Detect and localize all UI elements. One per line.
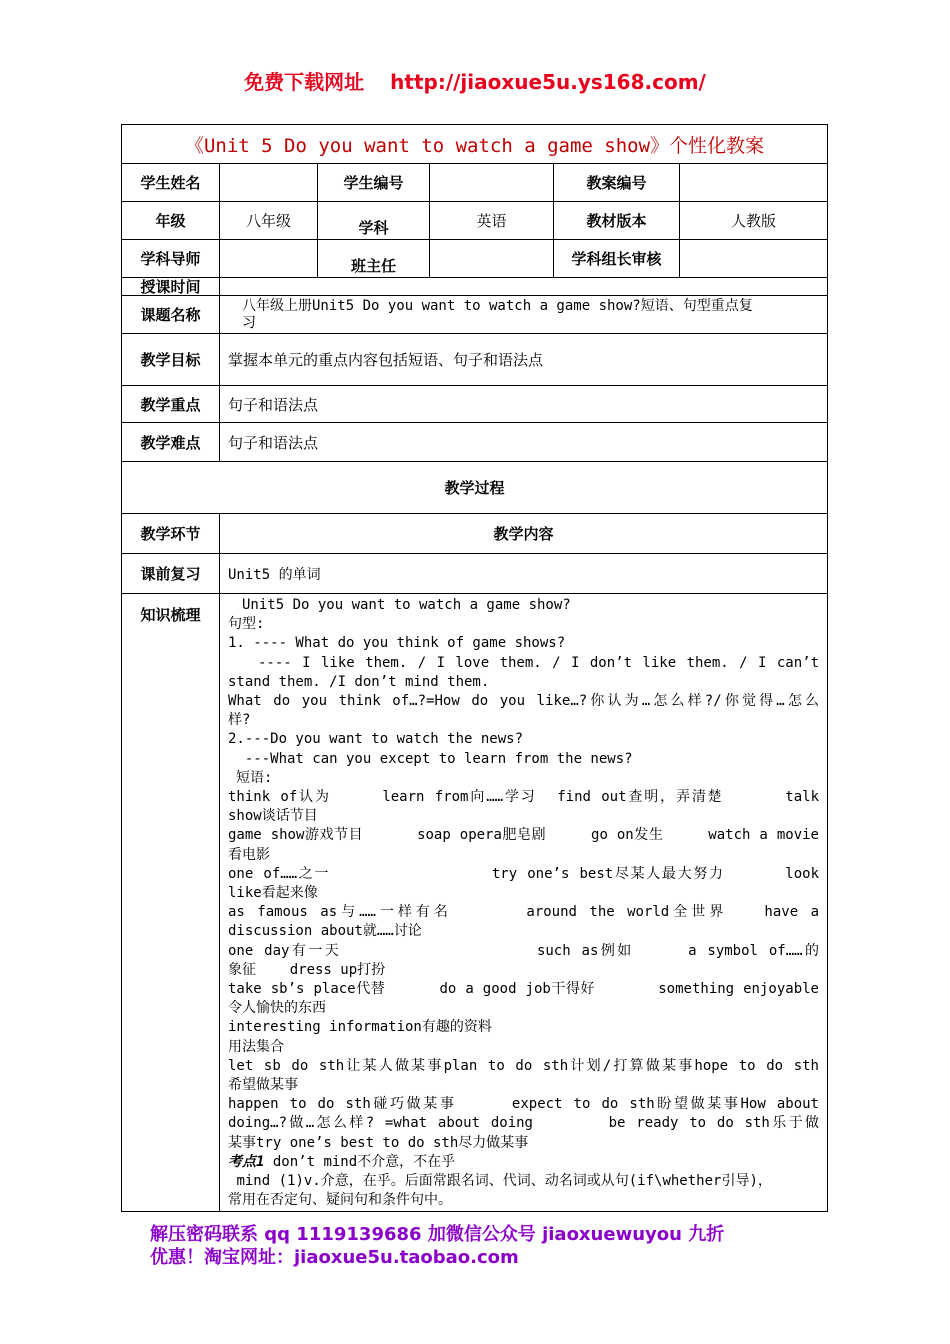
subject-label: 学科 — [318, 202, 430, 240]
student-id-label: 学生编号 — [318, 164, 430, 202]
topic-value — [220, 296, 828, 334]
knowledge-line: 用法集合 — [228, 1038, 284, 1055]
goal-label: 教学目标 — [122, 334, 220, 386]
review-label: 学科组长审核 — [554, 240, 680, 278]
topic-line-1: 八年级上册Unit5 Do you want to watch a game show?短语、句型重点复 — [242, 297, 753, 314]
key-point-value: 句子和语法点 — [220, 386, 828, 423]
footer-line-1: 解压密码联系 qq 1119139686 加微信公众号 jiaoxuewuyou 九折 — [150, 1224, 725, 1245]
edition-label: 教材版本 — [554, 202, 680, 240]
document-title: 《Unit 5 Do you want to watch a game show》个性化教案 — [122, 125, 828, 164]
knowledge-line: 象征 dress up打扮 — [228, 961, 386, 978]
header-url-link[interactable]: http://jiaoxue5u.ys168.com/ — [390, 70, 706, 94]
knowledge-line: 令人愉快的东西 — [228, 1000, 326, 1017]
header-banner — [0, 66, 950, 95]
knowledge-label: 知识梳理 — [122, 594, 220, 1212]
knowledge-line: like看起来像 — [228, 885, 318, 902]
knowledge-line: happen to do sth碰巧做某事 expect to do sth盼望做某事How about — [228, 1096, 819, 1113]
knowledge-line: let sb do sth让某人做某事plan to do sth计划/打算做某事hope to do sth — [228, 1057, 819, 1074]
knowledge-line: What do you think of…?=How do you like…?你认为…怎么样?/你觉得…怎么 — [228, 693, 819, 710]
difficulty-value: 句子和语法点 — [220, 423, 828, 462]
knowledge-line: ---- I like them. / I love them. / I don’t like them. / I can’t — [258, 654, 819, 671]
footer-line-2: 优惠！淘宝网址：jiaoxue5u.taobao.com — [150, 1247, 519, 1268]
knowledge-line: 希望做某事 — [228, 1077, 298, 1094]
knowledge-line: one of……之一 try one’s best尽某人最大努力 look — [228, 865, 819, 882]
topic-line-2: 习 — [242, 314, 256, 331]
goal-value: 掌握本单元的重点内容包括短语、句子和语法点 — [220, 334, 828, 386]
edition-value: 人教版 — [680, 202, 828, 240]
knowledge-content — [220, 594, 828, 1212]
class-time-value — [220, 278, 828, 296]
head-teacher-label: 班主任 — [318, 240, 430, 278]
content-column-header: 教学内容 — [220, 514, 828, 554]
tutor-value — [220, 240, 318, 278]
knowledge-line: interesting information有趣的资料 — [228, 1019, 492, 1036]
knowledge-line: 2.---Do you want to watch the news? — [228, 731, 524, 748]
key-point-label: 教学重点 — [122, 386, 220, 423]
knowledge-line: 常用在否定句、疑问句和条件句中。 — [228, 1192, 452, 1209]
lesson-plan-table — [121, 124, 828, 1212]
grade-label: 年级 — [122, 202, 220, 240]
knowledge-line: discussion about就……讨论 — [228, 923, 422, 940]
knowledge-line: take sb’s place代替 do a good job干得好 something enjoyable — [228, 981, 819, 998]
student-name-value — [220, 164, 318, 202]
tutor-label: 学科导师 — [122, 240, 220, 278]
exam-point-text: don’t mind不介意，不在乎 — [264, 1153, 456, 1170]
head-teacher-value — [430, 240, 554, 278]
knowledge-line: 某事try one’s best to do sth尽力做某事 — [228, 1134, 529, 1151]
review-stage-value: Unit5 的单词 — [220, 554, 828, 594]
review-stage-label: 课前复习 — [122, 554, 220, 594]
knowledge-line: 短语: — [236, 769, 273, 786]
process-heading: 教学过程 — [122, 462, 828, 514]
knowledge-line: 样? — [228, 712, 251, 729]
exam-point-label: 考点1 — [228, 1153, 265, 1170]
student-id-value — [430, 164, 554, 202]
knowledge-line: show谈话节目 — [228, 808, 318, 825]
knowledge-line: 看电影 — [228, 846, 270, 863]
difficulty-label: 教学难点 — [122, 423, 220, 462]
knowledge-line: game show游戏节目 soap opera肥皂剧 go on发生 watch a movie — [228, 827, 819, 844]
knowledge-line: doing…?做…怎么样? =what about doing be ready to do sth乐于做 — [228, 1115, 819, 1132]
subject-value: 英语 — [430, 202, 554, 240]
plan-id-value — [680, 164, 828, 202]
knowledge-line: as famous as与……一样有名 around the world全世界 have a — [228, 904, 819, 921]
stage-column-header: 教学环节 — [122, 514, 220, 554]
class-time-label: 授课时间 — [122, 278, 220, 296]
knowledge-line: mind (1)v.介意，在乎。后面常跟名词、代词、动名词或从句(if\whether引导)， — [228, 1173, 772, 1190]
header-label: 免费下载网址 — [244, 70, 365, 94]
knowledge-line: think of认为 learn from向……学习 find out查明，弄清楚 talk — [228, 789, 819, 806]
knowledge-line: stand them. /I don’t mind them. — [228, 673, 490, 690]
knowledge-line: one day有一天 such as例如 a symbol of……的 — [228, 942, 819, 959]
knowledge-line: ---What can you except to learn from the news? — [228, 750, 633, 767]
knowledge-line: 句型: — [228, 616, 265, 633]
grade-value: 八年级 — [220, 202, 318, 240]
student-name-label: 学生姓名 — [122, 164, 220, 202]
knowledge-line: 1. ---- What do you think of game shows? — [228, 635, 566, 652]
plan-id-label: 教案编号 — [554, 164, 680, 202]
knowledge-heading: Unit5 Do you want to watch a game show? — [242, 597, 571, 613]
topic-label: 课题名称 — [122, 296, 220, 334]
review-value — [680, 240, 828, 278]
exam-point-line — [228, 1153, 819, 1172]
